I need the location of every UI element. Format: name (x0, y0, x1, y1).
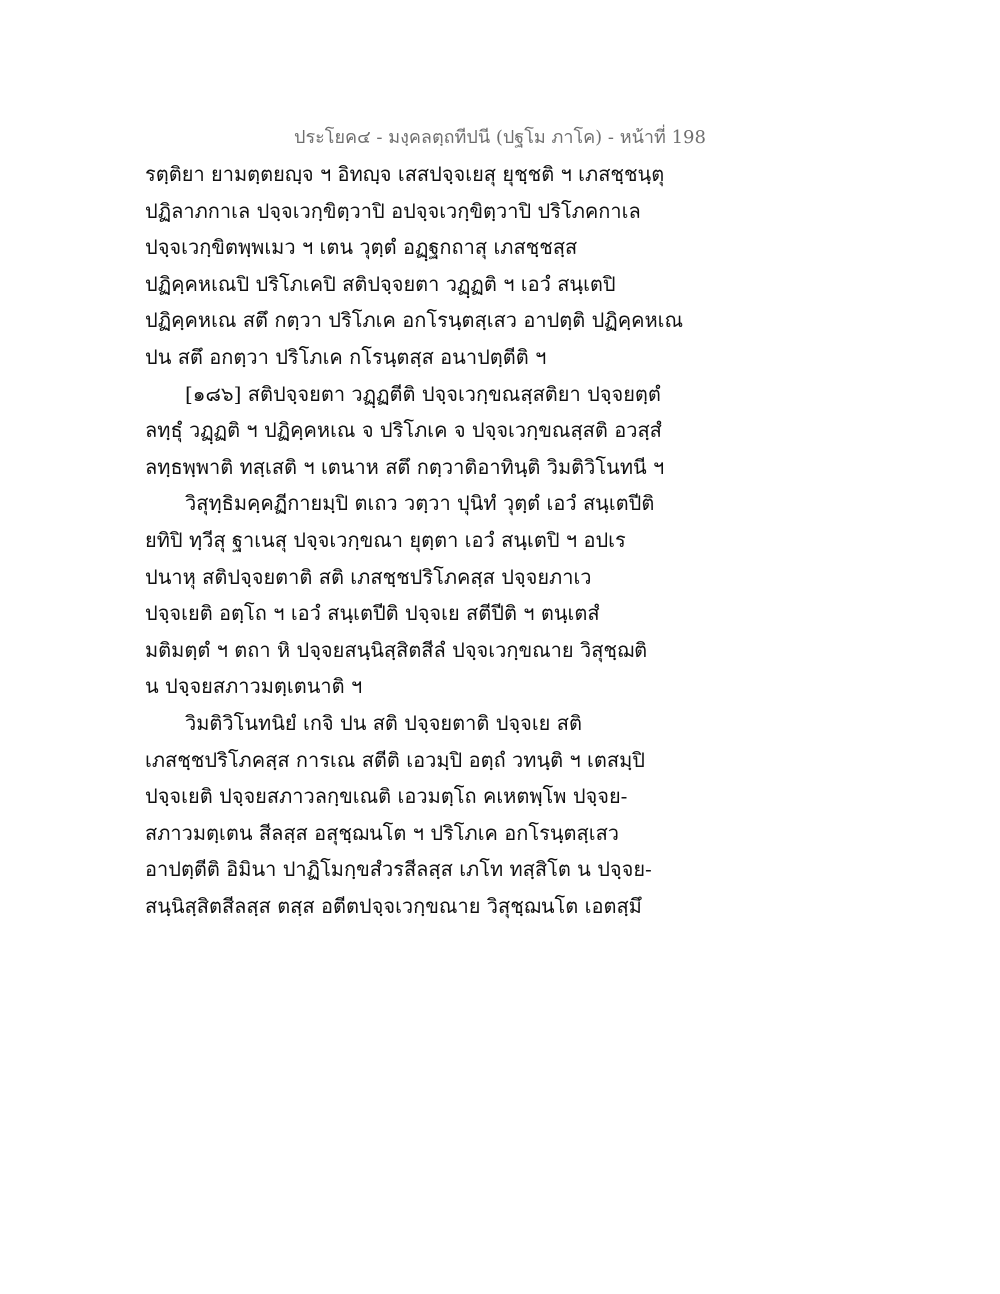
text-line: รตฺติยา ยามตฺตยญฺจ ฯ อิทญฺจ เสสปจฺจเยสุ ยุชฺชติ ฯ เภสชฺชนฺตุ (145, 162, 665, 186)
text-line: น ปจฺจยสภาวมตฺเตนาติ ฯ (145, 674, 363, 699)
text-line: ปนาหุ สติปจฺจยตาติ สติ เภสชฺชปริโภคสฺส ปจฺจยภาเว (145, 564, 592, 589)
paragraph-start-line: วิมติวิโนทนิยํ เกจิ ปน สติ ปจฺจยตาติ ปจฺจเย สติ (185, 710, 582, 735)
text-line: ลทฺธพฺพาติ ทสฺเสติ ฯ เตนาห สตึ กตฺวาติอาทินฺติ วิมติวิโนทนี ฯ (145, 454, 665, 479)
paragraph-start-line: วิสุทฺธิมคฺคฏีกายมฺปิ ตเถว วตฺวา ปุนิทํ วุตฺตํ เอวํ สนฺเตปีติ (185, 491, 655, 516)
text-line: ปจฺจเยติ ปจฺจยสภาวลกฺขเณติ เอวมตฺโถ คเหตพฺโพ ปจฺจย- (145, 784, 628, 809)
text-line: ยทิปิ ทฺวีสุ ฐาเนสุ ปจฺจเวกฺขณา ยุตฺตา เอวํ สนฺเตปิ ฯ อปเร (145, 527, 626, 552)
paragraph-start-line: [๑๘๖] สติปจฺจยตา วฏฺฏตีติ ปจฺจเวกฺขณสฺสติยา ปจฺจยตฺตํ (185, 381, 661, 406)
text-line: ปน สตึ อกตฺวา ปริโภเค กโรนฺตสฺส อนาปตฺตีติ ฯ (145, 344, 547, 369)
text-line: สนฺนิสฺสิตสีลสฺส ตสฺส อตีตปจฺจเวกฺขณาย วิสุชฺฌนโต เอตสฺมึ (145, 893, 642, 918)
text-line: เภสชฺชปริโภคสฺส การเณ สตีติ เอวมฺปิ อตฺถํ วทนฺติ ฯ เตสมฺปิ (145, 747, 645, 772)
text-line: สภาวมตฺเตน สีลสฺส อสุชฺฌนโต ฯ ปริโภเค อกโรนฺตสฺเสว (145, 820, 620, 845)
page-header: ประโยค๔ - มงฺคลตฺถทีปนี (ปฐโม ภาโค) - หน้าที่ 198 (294, 127, 706, 148)
text-line: ลทฺธุํ วฏฺฏติ ฯ ปฏิคฺคหเณ จ ปริโภเค จ ปจฺจเวกฺขณสฺสติ อวสฺสํ (145, 418, 662, 443)
text-line: ปฏิคฺคหเณปิ ปริโภเคปิ สติปจฺจยตา วฏฺฏติ ฯ เอวํ สนฺเตปิ (145, 271, 616, 296)
text-line: ปฏิลาภกาเล ปจฺจเวกฺขิตฺวาปิ อปจฺจเวกฺขิตฺวาปิ ปริโภคกาเล (145, 198, 641, 223)
text-line: ปฏิคฺคหเณ สตึ กตฺวา ปริโภเค อกโรนฺตสฺเสว อาปตฺติ ปฏิคฺคหเณ (145, 308, 684, 333)
text-line: อาปตฺตีติ อิมินา ปาฏิโมกฺขสํวรสีลสฺส เภโท ทสฺสิโต น ปจฺจย- (145, 857, 652, 882)
text-line: ปจฺจเวกฺขิตพฺพเมว ฯ เตน วุตฺตํ อฏฺฐกถาสุ เภสชฺชสฺส (145, 235, 578, 260)
body-text (145, 156, 705, 924)
text-line: มติมตฺตํ ฯ ตถา หิ ปจฺจยสนฺนิสฺสิตสีลํ ปจฺจเวกฺขณาย วิสุชฺฌติ (145, 637, 648, 662)
text-line: ปจฺจเยติ อตฺโถ ฯ เอวํ สนฺเตปีติ ปจฺจเย สตีปีติ ฯ ตนฺเตสํ (145, 601, 600, 626)
